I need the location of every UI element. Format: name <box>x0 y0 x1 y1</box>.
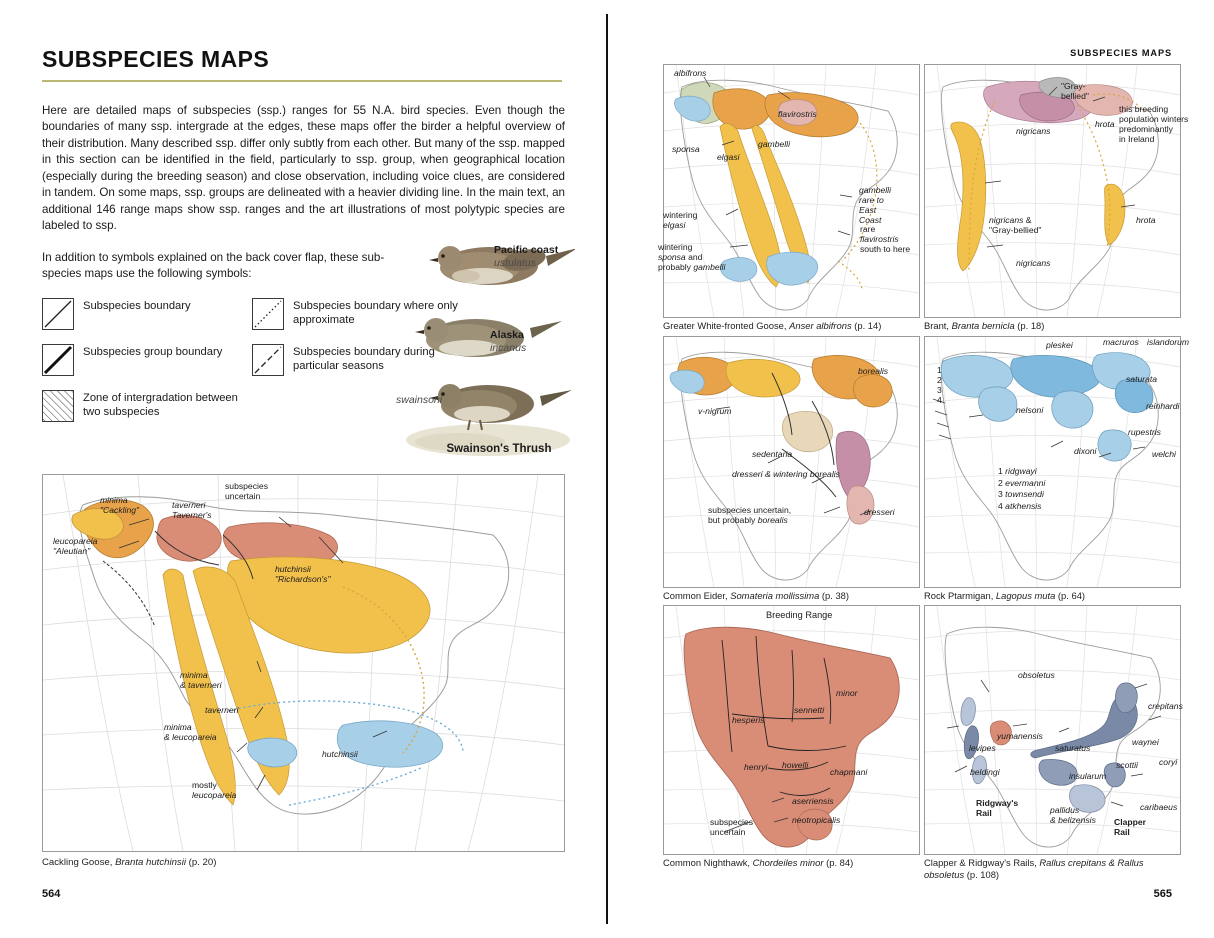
map-label-wintering-sponsa: wintering sponsa and probably gambelli <box>658 242 726 272</box>
legend-label: Subspecies boundary where only approximate <box>293 300 458 327</box>
map-brant <box>924 64 1181 318</box>
map-label-gambelli: gambelli <box>758 139 791 149</box>
map-label-hutchinsii-wintering: hutchinsii <box>322 749 358 759</box>
map-label-howelli: howelli <box>782 760 809 770</box>
caption-greater-white-fronted-goose: Greater White-fronted Goose, Anser albifrons (p. 14) <box>663 320 882 331</box>
map-label-leucopareia-aleutian: leucopareia "Aleutian" <box>53 536 98 556</box>
map-label-rare-flavirostris: rare flavirostris south to here <box>860 224 911 254</box>
map-label-ireland-note: this breeding population winters predominantly in Ireland <box>1119 104 1189 144</box>
map-label-taverneri-2: taverneri <box>205 705 239 715</box>
map-label-nigricans-2: nigricans <box>1016 258 1051 268</box>
map-label-wintering-elgasi: wintering elgasi <box>663 210 698 230</box>
map-label-macruros: macruros <box>1103 337 1139 347</box>
caption-clapper-ridgways-rails: Clapper & Ridgway's Rails, Rallus crepitans & Rallus obsoletus (p. 108) <box>924 857 1144 880</box>
map-label-saturata: saturata <box>1126 374 1158 384</box>
map-label-hrota-1: hrota <box>1095 119 1115 129</box>
intro-paragraph: Here are detailed maps of subspecies (ssp.) ranges for 55 N.A. bird species. Even though the boundaries of many ssp. intergrade at the edges, these maps offer the birder a helpful overview of their distribution. Many described ssp. differ only subtly from each other. But many of the ssp. mapped in this section can be identified in the field, particularly to ssp. group, when geographical location (especially during the breeding season) and close observation, including voice clues, are considered in tandem. On some maps, ssp. groups are delineated with a heavier dividing line. In the main text, an additional 146 range maps show ssp. ranges and the art illustrations of most polytypic species are labeled to ssp. <box>42 104 565 233</box>
swatch-hatched-icon <box>42 390 74 422</box>
map-label-subspecies-uncertain-borealis: subspecies uncertain, but probably borealis <box>708 505 792 525</box>
map-label-taverneri: taverneri Taverner's <box>172 500 212 520</box>
map-label-dixoni: dixoni <box>1074 446 1097 456</box>
map-label-subspecies-uncertain: subspecies uncertain <box>225 481 268 501</box>
map-label-islandorum: islandorum <box>1147 337 1190 347</box>
swatch-solid-diagonal-icon <box>42 298 74 330</box>
map-label-clapper-rail: Clapper Rail <box>1114 817 1146 837</box>
map-label-sedentaria: sedentaria <box>752 449 793 459</box>
running-head: SUBSPECIES MAPS <box>1070 48 1172 58</box>
map-label-minima-taverneri: minima & taverneri <box>180 670 222 690</box>
folio-left: 564 <box>42 888 61 900</box>
map-label-saturatus: saturatus <box>1055 743 1091 753</box>
map-label-hrota-2: hrota <box>1136 215 1156 225</box>
map-label-henryi: henryi <box>744 762 768 772</box>
map-label-chapmani: chapmani <box>830 767 868 777</box>
caption-brant: Brant, Branta bernicla (p. 18) <box>924 320 1045 331</box>
map-label-beldingi: beldingi <box>970 767 1000 777</box>
caption-common-nighthawk: Common Nighthawk, Chordeiles minor (p. 84) <box>663 857 854 868</box>
map-label-ridgways-rail: Ridgway's Rail <box>976 798 1019 818</box>
map-label-crepitans: crepitans <box>1148 701 1183 711</box>
caption-common-eider: Common Eider, Somateria mollissima (p. 38) <box>663 590 850 601</box>
legend-label: Subspecies boundary <box>83 300 191 312</box>
map-label-borealis: borealis <box>858 366 889 376</box>
map-label-mostly-leucopareia: mostly leucopareia <box>192 780 237 800</box>
map-label-minima-leucopareia: minima & leucopareia <box>164 722 217 742</box>
map-label-v-nigrum: v-nigrum <box>698 406 732 416</box>
map-label-caribaeus: caribaeus <box>1140 802 1178 812</box>
legend <box>42 298 462 436</box>
map-label-sponsa: sponsa <box>672 144 700 154</box>
folio-right: 565 <box>1153 888 1172 900</box>
legend-item-subspecies-boundary <box>42 298 252 330</box>
thrush-label-pacific-coast: Pacific coast ustulatus <box>494 244 559 269</box>
map-label-sennetti: sennetti <box>794 705 825 715</box>
legend-item-subspecies-group-boundary <box>42 344 252 376</box>
map-label-pleskei: pleskei <box>1046 340 1073 350</box>
swatch-dashed-diagonal-icon <box>252 344 284 376</box>
map-label-levipes: levipes <box>969 743 996 753</box>
legend-label: Subspecies group boundary <box>83 346 223 358</box>
map-label-coryi: coryi <box>1159 757 1178 767</box>
left-page <box>0 0 606 938</box>
thrush-species-name: Swainson's Thrush <box>446 443 552 455</box>
swatch-dotted-diagonal-icon <box>252 298 284 330</box>
legend-label: Zone of intergradation between two subspecies <box>83 392 238 419</box>
map-label-albifrons: albifrons <box>674 68 707 78</box>
map-title-breeding-range: Breeding Range <box>766 610 833 620</box>
map-label-rupestris: rupestris <box>1128 427 1161 437</box>
map-label-flavirostris: flavirostris <box>778 109 817 119</box>
map-label-minima-cackling: minima "Cackling" <box>100 495 140 515</box>
map-label-dresseri-wintering-borealis: dresseri & wintering borealis <box>732 469 840 479</box>
map-label-nigricans: nigricans <box>1016 126 1051 136</box>
title-rule <box>42 80 562 82</box>
map-label-aleutian-numbers: 1 2 3 4 <box>937 365 942 405</box>
map-label-scottii: scottii <box>1116 760 1138 770</box>
map-label-gray-bellied: "Gray- bellied" <box>1061 81 1089 101</box>
map-label-minor: minor <box>836 688 858 698</box>
map-label-dresseri: dresseri <box>864 507 895 517</box>
map-label-reinhardi: reinhardi <box>1146 401 1180 411</box>
brant-map-graphic <box>925 65 1180 317</box>
map-label-obsoletus: obsoletus <box>1018 670 1055 680</box>
thrush-label-swainsoni: swainsoni <box>396 394 443 406</box>
map-label-gambelli-rare-east: gambelli rare to East Coast <box>859 185 892 225</box>
map-label-aserriensis: aserriensis <box>792 796 834 806</box>
map-label-nelsoni: nelsoni <box>1016 405 1044 415</box>
legend-row <box>42 298 462 330</box>
legend-row <box>42 344 462 376</box>
map-label-elgasi: elgasi <box>717 152 740 162</box>
map-cackling-goose <box>42 474 565 852</box>
map-label-yumanensis: yumanensis <box>997 731 1043 741</box>
map-label-welchi: welchi <box>1152 449 1176 459</box>
thrush-label-alaska: Alaska incanus <box>490 329 527 354</box>
page-title: SUBSPECIES MAPS <box>42 46 270 72</box>
caption-rock-ptarmigan: Rock Ptarmigan, Lagopus muta (p. 64) <box>924 590 1086 601</box>
map-label-neotropicalis: neotropicalis <box>792 815 841 825</box>
legend-label: Subspecies boundary during particular seasons <box>293 346 435 373</box>
map-label-waynei: waynei <box>1132 737 1159 747</box>
map-label-pallidus-belizensis: pallidus & belizensis <box>1050 805 1096 825</box>
map-label-hutchinsii-richardsons: hutchinsii "Richardson's" <box>275 564 331 584</box>
map-label-nigricans-graybellied: nigricans & "Gray-bellied" <box>989 215 1042 235</box>
cackling-goose-map-graphic <box>43 475 564 851</box>
caption-cackling-goose: Cackling Goose, Branta hutchinsii (p. 20) <box>42 857 217 868</box>
map-label-hesperis: hesperis <box>732 715 765 725</box>
symbols-intro-paragraph: In addition to symbols explained on the back cover flap, these sub-species maps use the following symbols: <box>42 251 385 281</box>
swatch-thick-diagonal-icon <box>42 344 74 376</box>
right-page <box>606 0 1214 938</box>
map-label-aleutian-key: 1 ridgwayi 2 evermanni 3 townsendi 4 atkhensis <box>998 466 1046 511</box>
map-label-nighthawk-ssp-uncertain: subspecies uncertain <box>710 817 753 837</box>
legend-item-zone-of-intergradation <box>42 390 252 422</box>
map-label-insularum: insularum <box>1069 771 1107 781</box>
